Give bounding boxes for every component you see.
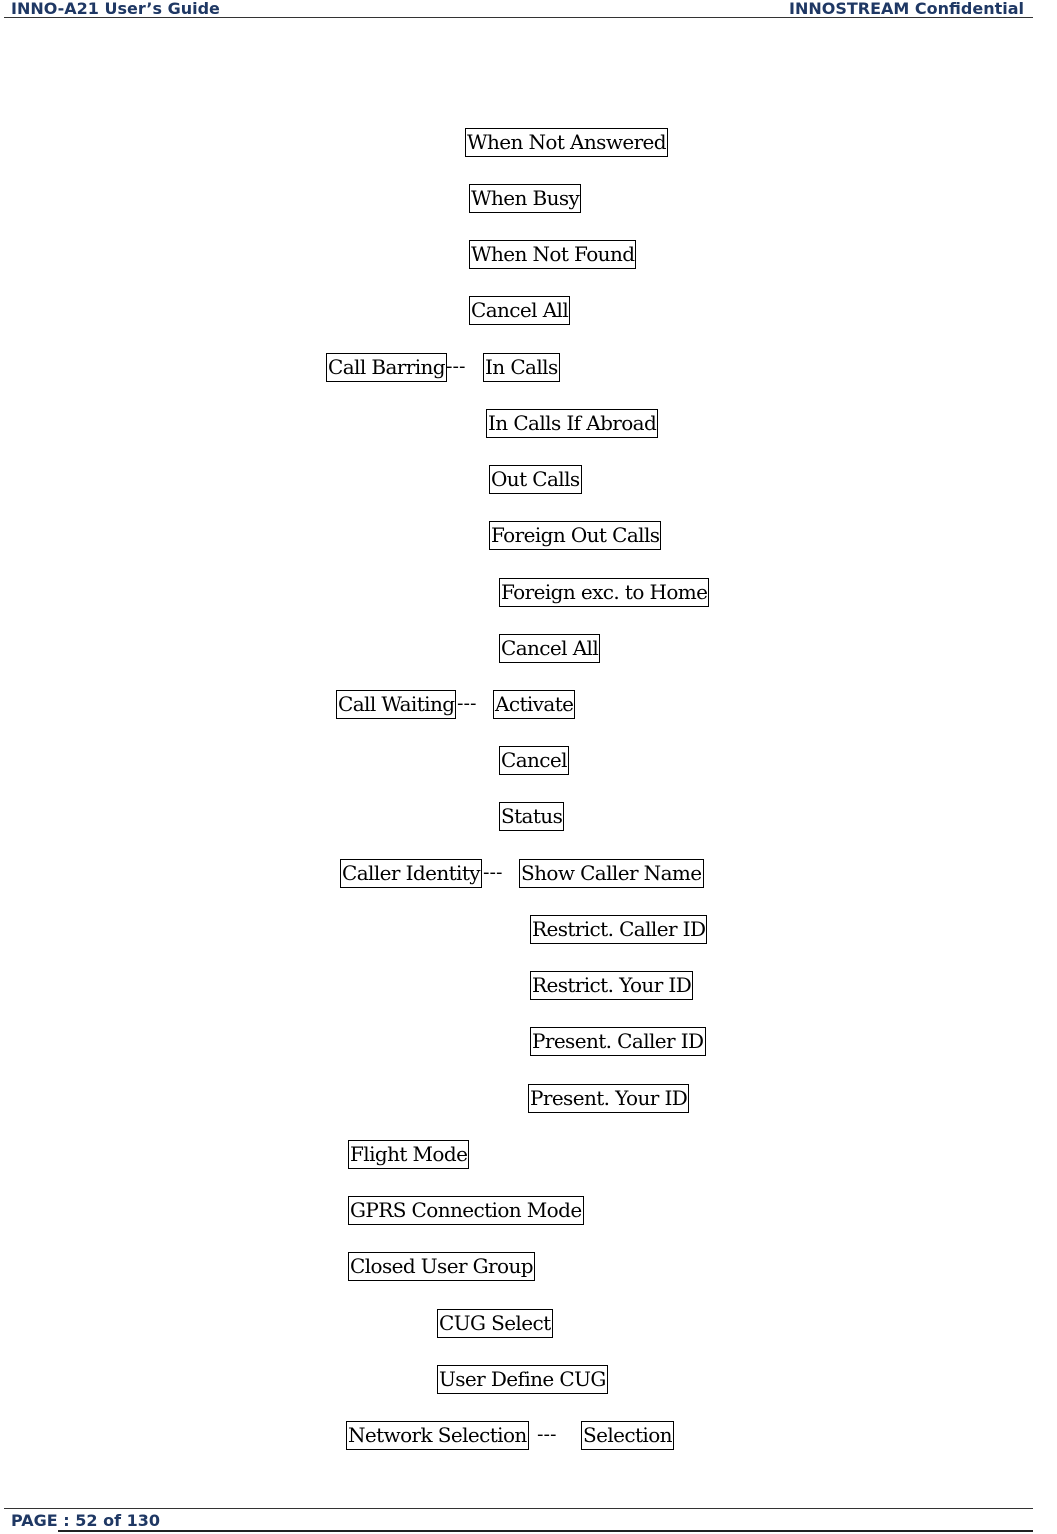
menu-item-restrict-caller-id: Restrict. Caller ID — [530, 915, 707, 944]
menu-item-restrict-your-id: Restrict. Your ID — [530, 971, 693, 1000]
menu-item-closed-user-group: Closed User Group — [348, 1252, 535, 1281]
menu-item-user-define-cug: User Define CUG — [437, 1365, 608, 1394]
footer-underline — [58, 1530, 1033, 1532]
header-title: INNO-A21 User’s Guide — [11, 0, 220, 18]
connector-network-selection: --- — [537, 1424, 557, 1445]
menu-item-network-selection: Network Selection — [346, 1421, 529, 1450]
header-confidential: INNOSTREAM Confidential — [789, 0, 1024, 18]
connector-call-waiting: --- — [457, 693, 477, 714]
header-divider — [4, 17, 1033, 18]
menu-item-when-not-answered: When Not Answered — [465, 128, 668, 157]
menu-item-cancel: Cancel — [499, 746, 569, 775]
menu-item-in-calls: In Calls — [483, 353, 560, 382]
menu-item-cancel-all-forward: Cancel All — [469, 296, 570, 325]
menu-item-cancel-all-barring: Cancel All — [499, 634, 600, 663]
connector-call-barring: --- — [446, 356, 466, 377]
menu-item-out-calls: Out Calls — [489, 465, 582, 494]
menu-item-in-calls-if-abroad: In Calls If Abroad — [486, 409, 658, 438]
menu-item-selection: Selection — [581, 1421, 674, 1450]
menu-item-activate: Activate — [493, 690, 575, 719]
menu-item-show-caller-name: Show Caller Name — [519, 859, 704, 888]
connector-caller-identity: --- — [483, 862, 503, 883]
menu-item-foreign-out-calls: Foreign Out Calls — [489, 521, 661, 550]
menu-item-present-your-id: Present. Your ID — [528, 1084, 689, 1113]
menu-item-call-barring: Call Barring — [326, 353, 447, 382]
menu-item-cug-select: CUG Select — [437, 1309, 553, 1338]
menu-item-status: Status — [499, 802, 564, 831]
menu-item-call-waiting: Call Waiting — [336, 690, 456, 719]
menu-item-gprs-connection-mode: GPRS Connection Mode — [348, 1196, 584, 1225]
menu-item-when-busy: When Busy — [469, 184, 581, 213]
menu-item-foreign-exc-to-home: Foreign exc. to Home — [499, 578, 709, 607]
menu-item-caller-identity: Caller Identity — [340, 859, 482, 888]
page-number: PAGE : 52 of 130 — [11, 1511, 160, 1530]
footer-divider — [4, 1508, 1033, 1509]
menu-item-flight-mode: Flight Mode — [348, 1140, 469, 1169]
menu-item-present-caller-id: Present. Caller ID — [530, 1027, 706, 1056]
menu-item-when-not-found: When Not Found — [469, 240, 636, 269]
